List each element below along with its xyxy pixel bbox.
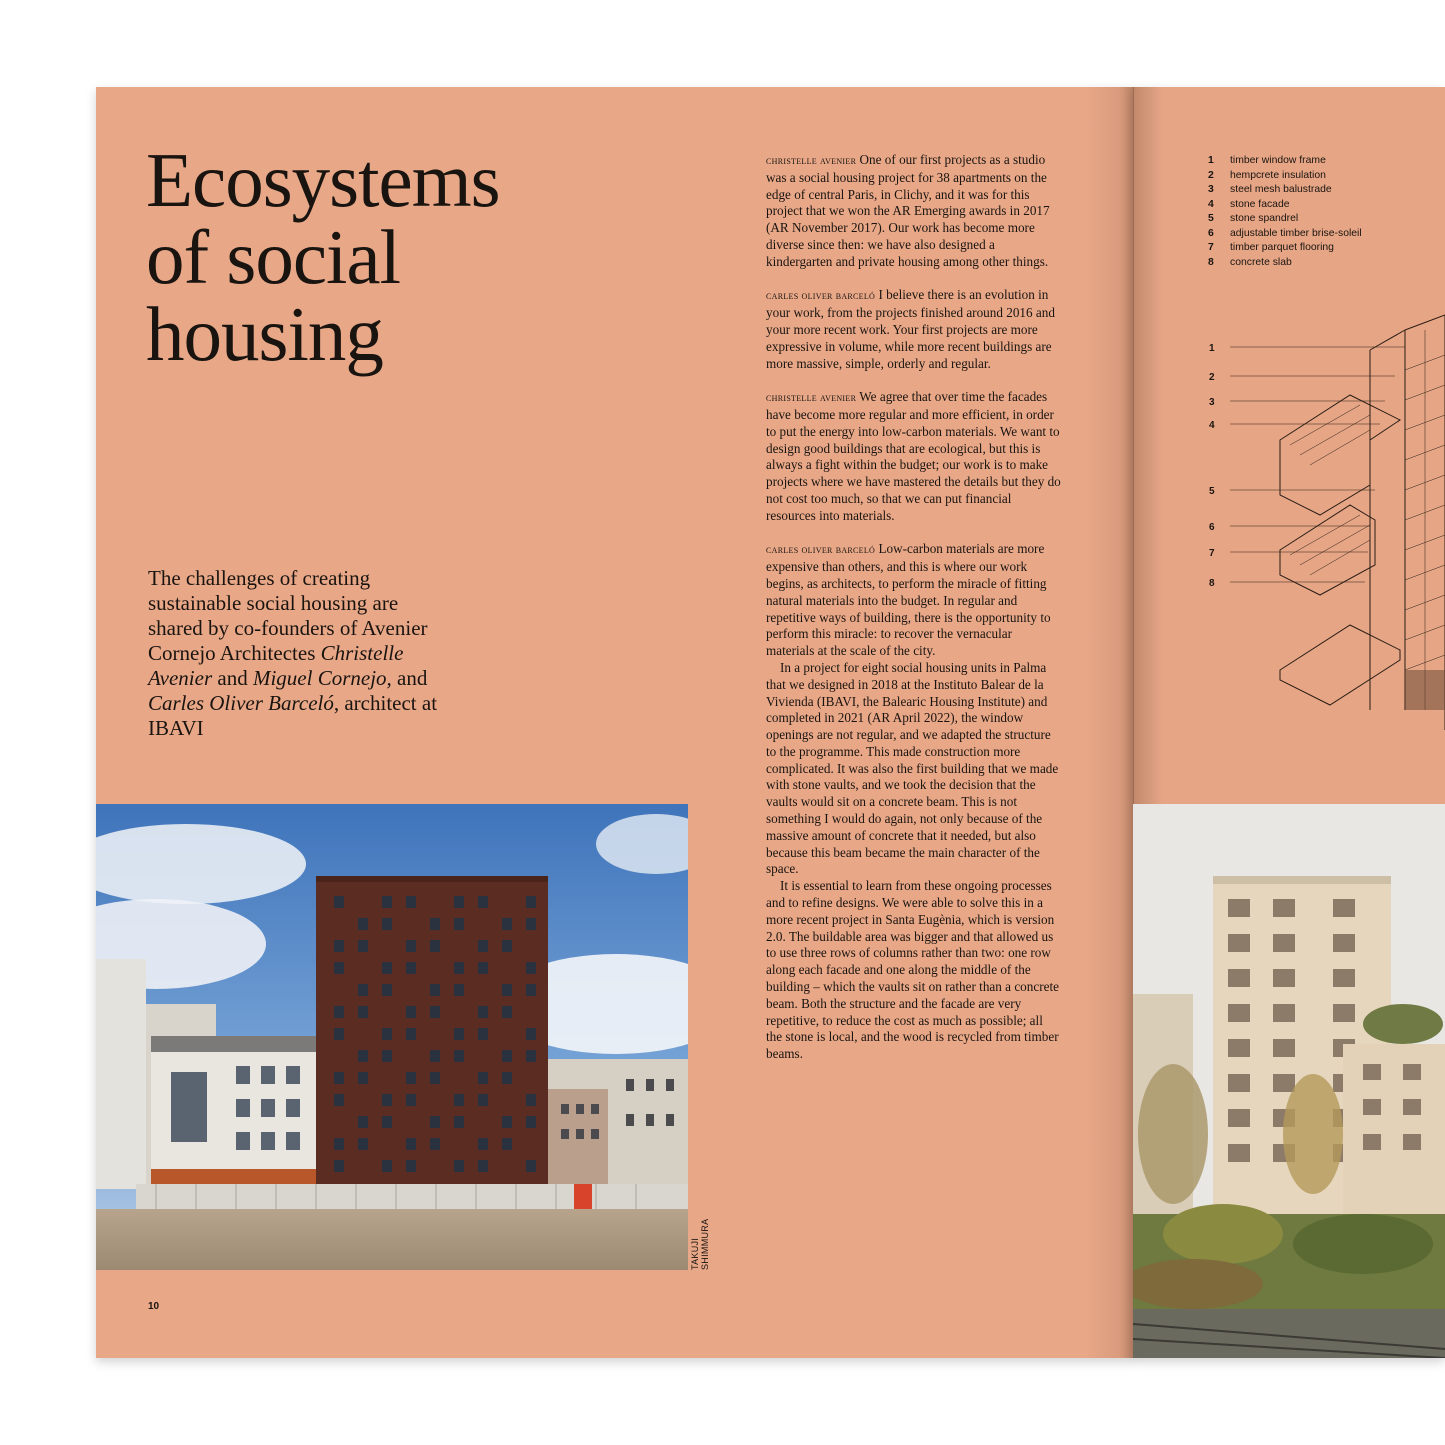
tower-window: [358, 940, 368, 952]
tower-window: [430, 1138, 440, 1150]
speaker-label: carles oliver barceló: [766, 544, 876, 557]
tower-window: [478, 1160, 488, 1172]
brick-tower-illustration: [96, 804, 688, 1270]
tower-window: [478, 1028, 488, 1040]
tower-window: [406, 940, 416, 952]
tower-window: [502, 940, 512, 952]
tower-window: [334, 1028, 344, 1040]
legend-number: 2: [1208, 169, 1214, 181]
standfirst-name-2: Miguel Cornejo,: [252, 666, 392, 690]
legend-label: timber parquet flooring: [1230, 242, 1334, 253]
tower-window: [358, 1072, 368, 1084]
tower-window: [334, 1072, 344, 1084]
legend-item: [1208, 212, 1368, 227]
tower-window: [382, 918, 392, 930]
interview-column: [766, 152, 1062, 1063]
legend-item: [1208, 169, 1368, 184]
building-photo-left: [96, 804, 688, 1270]
legend-item: [1208, 256, 1368, 271]
legend-label: hempcrete insulation: [1230, 169, 1326, 181]
tower-window: [454, 918, 464, 930]
tower-window: [334, 1160, 344, 1172]
tower-window: [430, 940, 440, 952]
paragraph-text: One of our first projects as a studio was a social housing project for 38 apartments on the edge of central Paris, in Clichy, and it was for this project that we won the AR Emerging awards in 2017 (AR November 2017). Our work has become more diverse since then: we have also designed a kindergarten and private housing among other things.: [766, 152, 1050, 269]
legend-number: 1: [1208, 155, 1214, 166]
standfirst-name-1: Christelle Avenier: [148, 641, 404, 690]
speaker-label: carles oliver barceló: [766, 290, 876, 303]
tower-window: [358, 1138, 368, 1150]
paragraph-6: It is essential to learn from these ongoing processes and to refine designs. We were able to solve this in a more recent project in Santa Eugènia, which is version 2.0. The buildable area was bigger and that allowed us to use three rows of columns rather than two: one row along each facade and one along the middle of the building – which the vaults sit on rather than a concrete beam. Both the structure and the facade are very repetitive, to reduce the cost as much as possible; all the stone is local, and the wood is recycled from timber beams.: [766, 878, 1059, 1062]
tower-window: [406, 896, 416, 908]
tower-window: [334, 1094, 344, 1106]
tower-window: [358, 1006, 368, 1018]
stone-tower-illustration: [1133, 804, 1445, 1358]
tower-window: [526, 962, 536, 974]
tower-window: [382, 962, 392, 974]
tower-window: [430, 1116, 440, 1128]
tower-window: [382, 896, 392, 908]
standfirst: [148, 566, 458, 741]
tower-window: [502, 1116, 512, 1128]
legend-item: [1208, 241, 1368, 256]
tower-window: [406, 1138, 416, 1150]
tower-window: [502, 1072, 512, 1084]
standfirst-text: The challenges of creating sustainable social housing are shared by co-founders of Avenier Cornejo Architectes: [148, 566, 428, 665]
title-line-2: of social: [146, 214, 400, 300]
gutter-shadow: [1086, 87, 1134, 1358]
paragraph-text: Low-carbon materials are more expensive than others, and this is where our work begins, as architects, to perform the miracle of fitting natural materials into the budget. In regular and repetitive ways of building, there is the opportunity to perform this miracle: to recover the vernacular materials at the scale of the city.: [766, 541, 1051, 659]
tower-window: [382, 1160, 392, 1172]
tower-window: [526, 1050, 536, 1062]
tower-window: [478, 1006, 488, 1018]
legend-label: steel mesh balustrade: [1230, 184, 1332, 195]
tower-window: [478, 896, 488, 908]
paragraph-4: [766, 541, 1062, 660]
tower-window: [502, 1138, 512, 1150]
tower-window: [358, 918, 368, 930]
legend-label: timber window frame: [1230, 155, 1326, 166]
callout-8: 8: [1209, 578, 1215, 589]
tower-window: [334, 896, 344, 908]
tower-window: [502, 918, 512, 930]
callout-4: 4: [1209, 420, 1215, 431]
tower-window: [406, 1028, 416, 1040]
article-title: [146, 137, 666, 377]
callout-5: 5: [1209, 486, 1215, 497]
callout-7: 7: [1209, 548, 1215, 559]
tower-window: [526, 984, 536, 996]
legend-item: [1208, 154, 1368, 169]
tower-window: [454, 896, 464, 908]
tower-window: [358, 984, 368, 996]
tower-window: [406, 1006, 416, 1018]
tower-window: [334, 962, 344, 974]
paragraph-3: [766, 389, 1062, 524]
tower-window: [454, 1160, 464, 1172]
callout-1: 1: [1209, 343, 1215, 354]
legend-label: adjustable timber brise-soleil: [1230, 227, 1362, 239]
tower-window: [478, 1072, 488, 1084]
title-line-1: Ecosystems: [146, 137, 500, 223]
legend-label: stone facade: [1230, 198, 1290, 210]
tower-window: [334, 1006, 344, 1018]
tower-window: [454, 984, 464, 996]
tower-window: [526, 1028, 536, 1040]
tower-window: [502, 1050, 512, 1062]
tower-window: [406, 1094, 416, 1106]
tower-window: [430, 1072, 440, 1084]
tower-window: [430, 1006, 440, 1018]
legend-item: [1208, 183, 1368, 198]
tower-window: [502, 1006, 512, 1018]
legend-item: [1208, 198, 1368, 213]
legend-label: stone spandrel: [1230, 213, 1299, 224]
tower-window: [334, 940, 344, 952]
tower-window: [358, 1116, 368, 1128]
legend-number: 5: [1208, 213, 1214, 224]
building-photo-right: [1133, 804, 1445, 1358]
tower-window: [526, 1160, 536, 1172]
paragraph-1: [766, 152, 1062, 271]
tower-window: [406, 962, 416, 974]
axonometric-detail-drawing: [1200, 310, 1445, 730]
tower-window: [334, 1138, 344, 1150]
legend-item: [1208, 227, 1368, 242]
legend-number: 7: [1208, 242, 1214, 253]
paragraph-text: I believe there is an evolution in your work, from the projects finished around 2016 and your more recent work. Your first projects are more expressive in volume, while more recent buildings are more massive, simple, orderly and regular.: [766, 287, 1055, 371]
tower-window: [406, 1160, 416, 1172]
tower-window: [478, 1138, 488, 1150]
tower-window: [406, 1072, 416, 1084]
tower-window: [454, 1094, 464, 1106]
facade-section-illustration: [1200, 310, 1445, 730]
tower-window: [454, 1116, 464, 1128]
tower-window: [526, 918, 536, 930]
tower-window: [430, 984, 440, 996]
standfirst-name-3: Carles Oliver Barceló: [148, 691, 334, 715]
photo-credit: TAKUJI SHIMMURA: [690, 1218, 710, 1270]
speaker-label: christelle avenier: [766, 392, 857, 405]
tower-window: [382, 1050, 392, 1062]
paragraph-2: [766, 287, 1062, 372]
legend-number: 6: [1208, 227, 1214, 239]
standfirst-conj-1: and: [212, 666, 253, 690]
tower-window: [430, 918, 440, 930]
tower-window: [478, 1094, 488, 1106]
callout-2: 2: [1209, 372, 1215, 383]
legend-number: 3: [1208, 184, 1214, 195]
tower-window: [526, 1116, 536, 1128]
page-number: 10: [148, 1301, 160, 1312]
callout-3: 3: [1209, 397, 1215, 408]
tower-window: [454, 962, 464, 974]
tower-window: [526, 896, 536, 908]
tower-window: [478, 962, 488, 974]
drawing-legend: [1208, 154, 1368, 270]
tower-window: [454, 1028, 464, 1040]
legend-label: concrete slab: [1230, 256, 1292, 268]
paragraph-text: We agree that over time the facades have become more regular and more efficient, in order to put the energy into low-carbon materials. We want to design good buildings that are ecological, but this is always a fight within the budget; our work is to make projects where we have mastered the details but they do not cost too much, so that we can put financial resources into materials.: [766, 389, 1061, 523]
title-line-3: housing: [146, 291, 383, 377]
tower-window: [502, 984, 512, 996]
tower-window: [382, 1028, 392, 1040]
callout-6: 6: [1209, 522, 1215, 533]
standfirst-tail: , architect at IBAVI: [148, 691, 438, 740]
tower-window: [382, 1094, 392, 1106]
speaker-label: christelle avenier: [766, 155, 857, 167]
tower-window: [454, 1050, 464, 1062]
legend-number: 4: [1208, 198, 1214, 210]
tower-window: [382, 984, 392, 996]
paragraph-5: In a project for eight social housing units in Palma that we designed in 2018 at the Instituto Balear de la Vivienda (IBAVI, the Balearic Housing Institute) and completed in 2021 (AR April 2022), the window openings are not regular, and we adapted the structure to the programme. This made construction more complicated. It was also the first building that we made with stone vaults, and we took the decision that the vaults would sit on a concrete beam. This is not something I would do again, not only because of the massive amount of concrete that it needed, but also because this beam became the main character of the space.: [766, 659, 1059, 877]
tower-window: [478, 940, 488, 952]
tower-window: [526, 1094, 536, 1106]
tower-window: [430, 1050, 440, 1062]
standfirst-conj-2: and: [391, 666, 428, 690]
tower-window: [358, 1050, 368, 1062]
tower-window: [382, 1116, 392, 1128]
legend-number: 8: [1208, 256, 1214, 268]
